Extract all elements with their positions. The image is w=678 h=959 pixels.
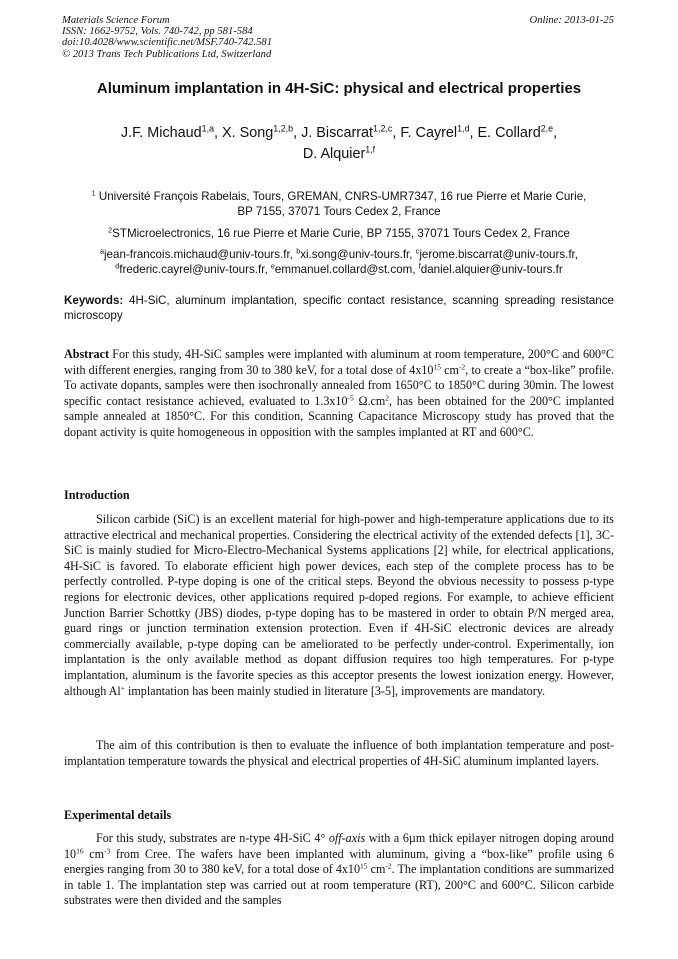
body-text: cm: [83, 846, 104, 861]
email-link[interactable]: daniel.alquier@univ-tours.fr: [420, 263, 563, 276]
doi-line: doi:10.4028/www.scientific.net/MSF.740-742.581: [62, 37, 272, 49]
affiliation-text: Université François Rabelais, Tours, GREMAN, CNRS-UMR7347, 16 rue Pierre et Marie Curie,: [98, 190, 587, 203]
body-text: implantation has been mainly studied in literature [3-5], improvements are mandatory.: [125, 683, 546, 698]
superscript: 2: [385, 393, 390, 403]
author-affiliation-mark: 1,2,c: [373, 123, 393, 134]
abstract-paragraph: [64, 347, 614, 441]
abstract-text: Ω.cm: [353, 393, 386, 408]
author-name: D. Alquier: [302, 146, 366, 162]
online-date: Online: 2013-01-25: [529, 15, 614, 26]
author-name: X. Song: [222, 125, 274, 141]
author-separator: ,: [553, 125, 558, 141]
body-text: cm: [367, 862, 386, 877]
affiliation-text: BP 7155, 37071 Tours Cedex 2, France: [237, 205, 441, 218]
introduction-paragraph-1: [64, 512, 614, 699]
author-affiliation-mark: 1,d: [457, 123, 470, 134]
superscript: -5: [347, 393, 354, 403]
email-link[interactable]: emmanuel.collard@st.com: [274, 263, 413, 276]
affiliation-2: [55, 226, 623, 241]
body-text: For this study, substrates are n-type 4H-SiC 4°: [96, 831, 329, 845]
affiliation-text: STMicroelectronics, 16 rue Pierre et Marie Curie, BP 7155, 37071 Tours Cedex 2, France: [112, 227, 570, 240]
author-affiliation-mark: 1,2,b: [273, 123, 294, 134]
body-text: with a 6µm thick epilayer nitrogen doping around 10: [64, 831, 614, 861]
author-name: J. Biscarrat: [301, 125, 374, 141]
abstract-text: , has been obtained for the 200°C implanted sample annealed at 1850°C. For this condition, Scanning Capacitance Microscopy study has proved that the dopant activity is quite homogeneous in opposition with the samples implanted at RT and 600°C.: [64, 393, 614, 439]
italic-term: off-axis: [328, 831, 366, 845]
affiliation-number: 2: [108, 225, 113, 235]
author-separator: ,: [214, 125, 223, 141]
superscript: -2: [458, 361, 466, 371]
author-affiliation-mark: 1,f: [365, 144, 376, 155]
author-name: J.F. Michaud: [120, 125, 202, 141]
superscript: -2: [385, 861, 392, 871]
issn-line: ISSN: 1662-9752, Vols. 740-742, pp 581-584: [62, 26, 253, 38]
superscript: 15: [433, 361, 441, 371]
abstract-text: cm: [440, 362, 459, 377]
affiliation-number: 1: [91, 188, 96, 198]
abstract-label: Abstract: [64, 347, 110, 361]
journal-name: Materials Science Forum: [62, 15, 170, 26]
paper-title: Aluminum implantation in 4H-SiC: physical and electrical properties: [96, 80, 582, 97]
journal-header: [62, 15, 272, 60]
author-name: E. Collard: [477, 125, 541, 141]
section-heading-experimental: Experimental details: [64, 808, 172, 822]
section-heading-introduction: Introduction: [64, 488, 130, 502]
keywords-text: 4H-SiC, aluminum implantation, specific contact resistance, scanning spreading resistance microscopy: [64, 294, 614, 322]
abstract-text: , to create a “box-like” profile. To activate dopants, samples were then isochronally annealed from 1650°C to 1850°C during 30min. The lowest specific contact resistance achieved, evaluated to 1.3x10: [64, 362, 614, 408]
email-separator: ,: [409, 248, 416, 261]
superscript: -3: [103, 845, 111, 855]
affiliation-1: [55, 189, 623, 219]
body-text: . The implantation conditions are summarized in table 1. The implantation step was carried out at room temperature (RT), 200°C and 600°C. Silicon carbide substrates were then divided and the samples: [64, 862, 614, 908]
superscript: +: [120, 682, 126, 692]
keywords: [64, 293, 614, 323]
superscript: 16: [76, 845, 84, 855]
email-separator: ,: [574, 248, 579, 261]
author-affiliation-mark: 2,e: [540, 123, 554, 134]
email-separator: ,: [412, 263, 419, 276]
keywords-label: Keywords:: [64, 294, 124, 307]
copyright-line: © 2013 Trans Tech Publications Ltd, Switzerland: [62, 48, 272, 60]
experimental-paragraph: [64, 831, 614, 909]
superscript: 15: [360, 861, 368, 871]
author-separator: ,: [293, 125, 302, 141]
author-list: [60, 123, 618, 165]
author-name: F. Cayrel: [400, 125, 458, 141]
email-separator: ,: [289, 248, 297, 261]
author-affiliation-mark: 1,a: [201, 123, 215, 134]
email-link[interactable]: frederic.cayrel@univ-tours.fr: [119, 263, 265, 276]
email-separator: ,: [264, 263, 271, 276]
author-separator: ,: [392, 125, 401, 141]
email-link[interactable]: jean-francois.michaud@univ-tours.fr: [103, 248, 290, 261]
body-text: Silicon carbide (SiC) is an excellent material for high-power and high-temperature applications due to its attractive electrical and mechanical properties. Considering the electrical activity of the extended defects [1], 3C-SiC is mainly studied for Micro-Electro-Mechanical Systems applications [2] while, for electrical applications, 4H-SiC is favored. To elaborate efficient high power devices, each step of the complete process has to be perfectly controlled. P-type doping is one of the critical steps. Beyond the obvious necessity to possess p-type regions for electronic devices, other applications required p-doped regions. For example, to achieve efficient Junction Barrier Schottky (JBS) diodes, p-type doping has to be mastered in order to obtain P/N merged area, guard rings or junction termination extension protection. Even if 4H-SiC electronic devices are already commercially available, p-type doping can be ameliorated to be perfectly under-control. Experimentally, ion implantation is the only available method as dopant diffusion requires too high temperatures. For p-type implantation, aluminum is the favorite species as this acceptor presents the lowest ionization energy. However, although Al: [64, 512, 614, 698]
author-separator: ,: [469, 125, 478, 141]
body-text: from Cree. The wafers have been implanted with aluminum, giving a “box-like” profile using 6 energies ranging from 30 to 380 keV, for a total dose of 4x10: [64, 846, 614, 877]
abstract-text: For this study, 4H-SiC samples were implanted with aluminum at room temperature, 200°C and 600°C with different energies, ranging from 30 to 380 keV, for a total dose of 4x10: [64, 347, 614, 377]
email-link[interactable]: jerome.biscarrat@univ-tours.fr: [419, 248, 575, 261]
email-list: $^a$jean-francois.michaud@univ-tours.fr, $^b$xi.song@univ-tours.fr, $^c$jerome.biscarrat@univ-tours.fr, $^d$frederic.cayrel@univ-tours.fr, $^e$emmanuel.collard@st.com, $^f$daniel.alquier@univ-tours.fr: [99, 246, 579, 276]
introduction-paragraph-2: The aim of this contribution is then to evaluate the influence of both implantation temperature and post-implantation temperature towards the physical and electrical properties of 4H-SiC aluminum implanted layers.: [64, 738, 614, 768]
email-link[interactable]: xi.song@univ-tours.fr: [300, 248, 410, 261]
